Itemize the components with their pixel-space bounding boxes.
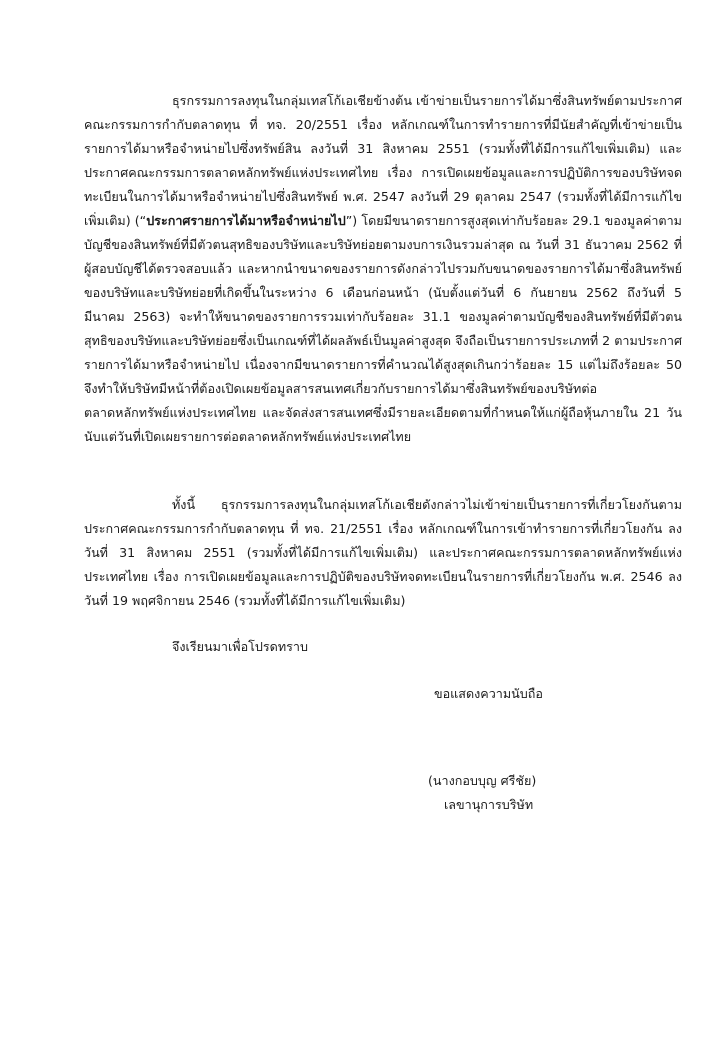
paragraph-1-text-a: ธุรกรรมการลงทุนในกลุ่มเทสโก้เอเชียข้างต้น เข้าข่ายเป็นรายการได้มาซึ่งสินทรัพย์ตามประกาศคณะกรรมการกำกับตลาดทุน ที่ ทจ. 20/2551 เรื่อง หลักเกณฑ์ในการทำรายการที่มีนัยสำคัญที่เข้าข่ายเป็นรายการได้มาหรือจำหน่ายไปซึ่งทรัพย์สิน ลงวันที่ 31 สิงหาคม 2551 (รวมทั้งที่ได้มีการแก้ไขเพิ่มเติม) และประกาศคณะกรรมการตลาดหลักทรัพย์แห่งประเทศไทย เรื่อง การเปิดเผยข้อมูลและการปฏิบัติการของบริษัทจดทะเบียนในการได้มาหรือจำหน่ายไปซึ่งสินทรัพย์ พ.ศ. 2547 ลงวันที่ 29 ตุลาคม 2547 (รวมทั้งที่ได้มีการแก้ไขเพิ่มเติม) (“ [84, 93, 682, 228]
signer-name: (นางกอบบุญ ศรีชัย) [428, 773, 537, 788]
paragraph-connected-transaction: ทั้งนี้ ธุรกรรมการลงทุนในกลุ่มเทสโก้เอเชียดังกล่าวไม่เข้าข่ายเป็นรายการที่เกี่ยวโยงกันตามประกาศคณะกรรมการกำกับตลาดทุน ที่ ทจ. 21/2551 เรื่อง หลักเกณฑ์ในการเข้าทำรายการที่เกี่ยวโยงกัน ลงวันที่ 31 สิงหาคม 2551 (รวมทั้งที่ได้มีการแก้ไขเพิ่มเติม) และประกาศคณะกรรมการตลาดหลักทรัพย์แห่งประเทศไทย เรื่อง การเปิดเผยข้อมูลและการปฏิบัติของบริษัทจดทะเบียนในรายการที่เกี่ยวโยงกัน พ.ศ. 2546 ลงวันที่ 19 พฤศจิกายน 2546 (รวมทั้งที่ได้มีการแก้ไขเพิ่มเติม) [84, 497, 682, 608]
signer-title: เลขานุการบริษัท [444, 797, 534, 812]
paragraph-1-defined-term: ประกาศรายการได้มาหรือจำหน่ายไป [146, 213, 346, 228]
closing-intro: จึงเรียนมาเพื่อโปรดทราบ [172, 639, 308, 654]
closing-regards: ขอแสดงความนับถือ [434, 686, 543, 701]
paragraph-acquisition-disclosure [84, 89, 682, 449]
paragraph-1-text-b: ”) โดยมีขนาดรายการสูงสุดเท่ากับร้อยละ 29.1 ของมูลค่าตามบัญชีของสินทรัพย์ที่มีตัวตนสุทธิของบริษัทและบริษัทย่อยตามงบการเงินรวมล่าสุด ณ วันที่ 31 ธันวาคม 2562 ที่ผู้สอบบัญชีได้ตรวจสอบแล้ว และหากนำขนาดของรายการดังกล่าวไปรวมกับขนาดของรายการได้มาซึ่งสินทรัพย์ของบริษัทและบริษัทย่อยที่เกิดขึ้นในระหว่าง 6 เดือนก่อนหน้า (นับตั้งแต่วันที่ 6 กันยายน 2562 ถึงวันที่ 5 มีนาคม 2563) จะทำให้ขนาดของรายการรวมเท่ากับร้อยละ 31.1 ของมูลค่าตามบัญชีของสินทรัพย์ที่มีตัวตนสุทธิของบริษัทและบริษัทย่อยซึ่งเป็นเกณฑ์ที่ได้ผลลัพธ์เป็นมูลค่าสูงสุด จึงถือเป็นรายการประเภทที่ 2 ตามประกาศรายการได้มาหรือจำหน่ายไป เนื่องจากมีขนาดรายการที่คำนวณได้สูงสุดเกินกว่าร้อยละ 15 แต่ไม่ถึงร้อยละ 50 จึงทำให้บริษัทมีหน้าที่ต้องเปิดเผยข้อมูลสารสนเทศเกี่ยวกับรายการได้มาซึ่งสินทรัพย์ของบริษัทต่อตลาดหลักทรัพย์แห่งประเทศไทย และจัดส่งสารสนเทศซึ่งมีรายละเอียดตามที่กำหนดให้แก่ผู้ถือหุ้นภายใน 21 วัน นับแต่วันที่เปิดเผยรายการต่อตลาดหลักทรัพย์แห่งประเทศไทย [84, 213, 682, 444]
